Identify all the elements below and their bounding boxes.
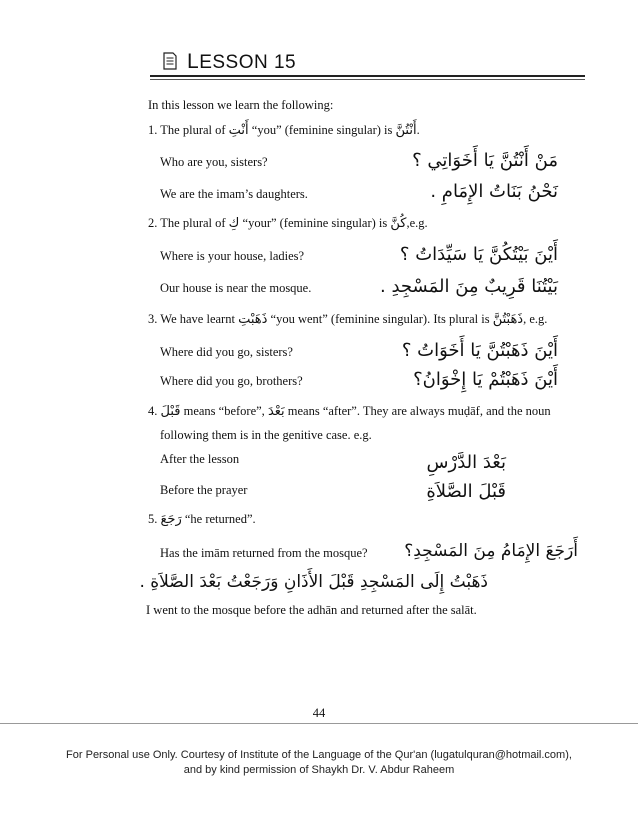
item-1-arabic-plural: أَنْتُنَّ xyxy=(395,123,417,138)
item-2-example-1-ar: أَيْنَ بَيْتُكُنَّ يَا سَيِّدَاتُ ؟ xyxy=(399,244,558,265)
item-3-example-1-ar: أَيْنَ ذَهَبْتُنَّ يَا أَخَوَاتُ ؟ xyxy=(401,340,558,361)
item-3-example-2-ar: أَيْنَ ذَهَبْتُمْ يَا إِخْوَانُ؟ xyxy=(413,369,558,390)
item-3-example-1-en: Where did you go, sisters? xyxy=(160,345,293,359)
item-3-arabic-plural: ذَهَبْتُنَّ xyxy=(492,312,524,327)
item-5-example-1-ar: أَرَجَعَ الإِمَامُ مِنَ المَسْجِدِ؟ xyxy=(404,541,578,561)
item-1-example-1-en: Who are you, sisters? xyxy=(160,155,268,169)
intro-text: In this lesson we learn the following: xyxy=(148,98,334,112)
item-4-arabic-before: قَبْلَ xyxy=(160,404,181,419)
item-5-example-2-ar: ذَهَبْتُ إِلَى المَسْجِدِ قَبْلَ الأَذَانِ وَرَجَعْتُ بَعْدَ الصَّلاَةِ . xyxy=(139,572,488,592)
item-4-heading: 4. قَبْلَ means “before”, بَعْدَ means “after”. They are always muḍāf, and the noun xyxy=(148,404,551,419)
footer-line-2: and by kind permission of Shaykh Dr. V. Abdur Raheem xyxy=(183,764,455,776)
item-1-example-2-en: We are the imam’s daughters. xyxy=(160,187,308,201)
item-2-example-2-ar: بَيْتُنَا قَرِيبٌ مِنَ المَسْجِدِ . xyxy=(380,276,558,297)
item-2-example-1-en: Where is your house, ladies? xyxy=(160,249,305,263)
page-number: 44 xyxy=(312,706,326,720)
item-4-example-2-ar: قَبْلَ الصَّلاَةِ xyxy=(426,481,506,502)
item-4-line-2: following them is in the genitive case. e.g. xyxy=(160,428,372,442)
item-2-arabic-plural: كُنَّ xyxy=(390,216,407,231)
item-1-heading: 1. The plural of أَنْتِ “you” (feminine singular) is أَنْتُنَّ. xyxy=(148,123,420,138)
item-3-heading: 3. We have learnt ذَهَبْتِ “you went” (feminine singular). Its plural is ذَهَبْتُنَّ, e.g. xyxy=(148,312,548,327)
item-5-heading: 5. رَجَعَ “he returned”. xyxy=(148,512,256,527)
item-4-example-1-ar: بَعْدَ الدَّرْسِ xyxy=(426,452,506,473)
item-3-arabic-word: ذَهَبْتِ xyxy=(238,312,268,327)
item-3-example-2-en: Where did you go, brothers? xyxy=(160,374,303,388)
item-4-example-1-en: After the lesson xyxy=(160,452,240,466)
item-1-example-1-ar: مَنْ أَنْتُنَّ يَا أَخَوَاتِي ؟ xyxy=(412,150,558,171)
item-2-heading: 2. The plural of كِ “your” (feminine singular) is كُنَّ,e.g. xyxy=(148,216,428,231)
item-1-example-2-ar: نَحْنُ بَنَاتُ الإِمَامِ . xyxy=(430,181,558,202)
header-rule-thin xyxy=(150,79,585,80)
footer-rule xyxy=(0,723,638,724)
item-5-arabic-word: رَجَعَ xyxy=(160,512,182,527)
item-2-example-2-en: Our house is near the mosque. xyxy=(160,281,312,295)
item-1-arabic-word: أَنْتِ xyxy=(228,123,249,138)
item-5-example-2-en: I went to the mosque before the adhān and returned after the salāt. xyxy=(146,603,477,617)
item-2-arabic-word: كِ xyxy=(228,216,240,231)
footer-line-1: For Personal use Only. Courtesy of Institute of the Language of the Qur'an (lugatulquran@hotmail.com), xyxy=(66,749,572,761)
lesson-title: LESSON 15 xyxy=(187,50,297,73)
item-4-example-2-en: Before the prayer xyxy=(160,483,248,497)
item-4-arabic-after: بَعْدَ xyxy=(267,404,285,419)
item-5-example-1-en: Has the imām returned from the mosque? xyxy=(160,546,368,560)
header-rule xyxy=(150,75,585,77)
document-icon xyxy=(163,52,177,70)
